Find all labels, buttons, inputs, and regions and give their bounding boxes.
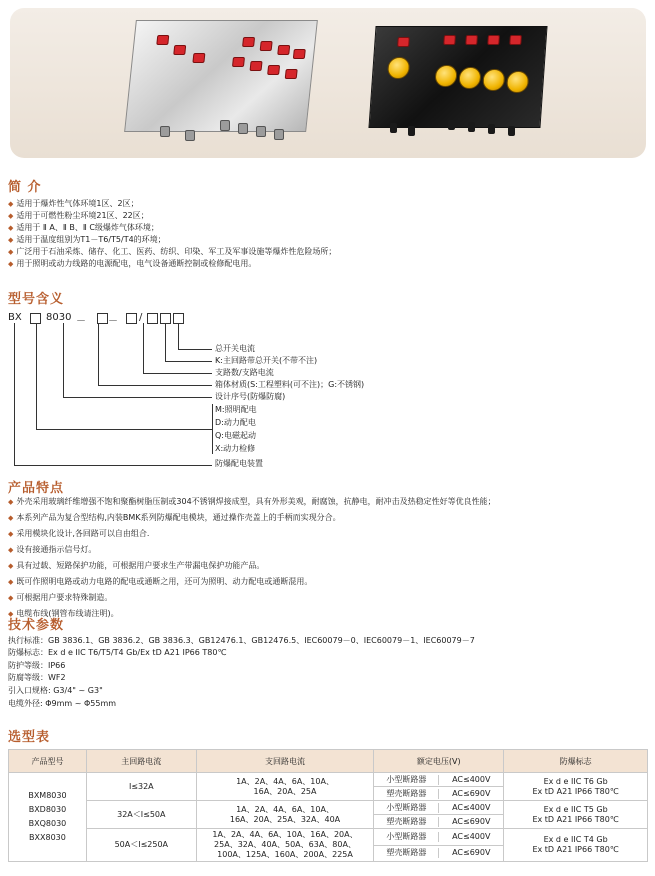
header-model: 产品型号	[9, 750, 87, 773]
model-label: 箱体材质(S:工程塑料(可不注)；G:不锈钢)	[215, 380, 365, 389]
voltage-cell: 小型断路器 AC≤400V	[374, 773, 504, 787]
model-label: 防爆配电装置	[215, 459, 263, 468]
intro-item: ◆ 广泛用于石油采炼、储存、化工、医药、纺织、印染、军工及军事设施等爆炸性危险场所；	[8, 247, 336, 257]
model-heading: 型号含义	[8, 292, 65, 307]
tech-item: 引入口规格: G3/4" ~ G3"	[8, 686, 103, 695]
model-label: Q:电磁起动	[215, 431, 256, 440]
steel-distribution-box	[124, 20, 318, 132]
branch-current: 1A、2A、4A、6A、10A、16A、20A、 25A、32A、40A、50A、63A、80A、 100A、125A、160A、200A、225A	[196, 829, 374, 862]
feature-item: ◆ 设有接通指示信号灯。	[8, 545, 96, 555]
voltage-cell: 塑壳断路器 AC≤690V	[374, 845, 504, 862]
intro-item: ◆ 适用于 Ⅱ A、Ⅱ B、Ⅱ C级爆炸气体环境；	[8, 223, 159, 233]
model-dash-2: －	[108, 316, 118, 327]
header-ex-mark: 防爆标志	[504, 750, 648, 773]
model-box-branches	[126, 313, 137, 324]
model-label: 总开关电流	[215, 344, 255, 353]
feature-item: ◆ 可根据用户要求特殊制造。	[8, 593, 112, 603]
model-label: 设计序号(防爆防腐)	[215, 392, 286, 401]
branch-current: 1A、2A、4A、6A、10A、 16A、20A、25A、32A、40A	[196, 801, 374, 829]
header-branch-current: 支回路电流	[196, 750, 374, 773]
model-label: D:动力配电	[215, 418, 256, 427]
feature-item: ◆ 本系列产品为复合型结构,内装BMK系列防爆配电模块，通过操作壳盖上的手柄而实现分合。	[8, 513, 341, 523]
model-box-switch-type	[147, 313, 158, 324]
intro-item: ◆ 适用于爆炸性气体环境1区、2区；	[8, 199, 139, 209]
tech-item: 防爆标志：Ex d e IIC T6/T5/T4 Gb/Ex tD A21 IP66 T80℃	[8, 648, 227, 657]
voltage-cell: 小型断路器 AC≤400V	[374, 829, 504, 846]
model-dash-1: －	[76, 316, 86, 327]
main-current: 32A＜I≤50A	[86, 801, 196, 829]
table-row	[9, 829, 648, 846]
selection-heading: 选型表	[8, 730, 51, 745]
header-rated-voltage-cell: 额定电压(V)	[374, 750, 504, 773]
main-current: 50A＜I≤250A	[86, 829, 196, 862]
model-slash: /	[139, 312, 143, 323]
tech-heading: 技术参数	[8, 618, 65, 633]
tech-item: 防护等级：IP66	[8, 661, 66, 670]
tech-item: 执行标准：GB 3836.1、GB 3836.2、GB 3836.3、GB12476.1、GB12476.5、IEC60079－0、IEC60079－1、IEC60079－7	[8, 636, 475, 645]
table-header-row	[9, 750, 648, 773]
intro-heading: 简 介	[8, 180, 42, 195]
selection-table	[8, 749, 648, 862]
intro-item: ◆ 适用于温度组别为T1－T6/T5/T4的环境；	[8, 235, 166, 245]
model-label: M:照明配电	[215, 405, 257, 414]
tech-item: 电缆外径: Φ9mm ~ Φ55mm	[8, 699, 117, 708]
model-label: X:动力检修	[215, 444, 256, 453]
product-photo-banner	[10, 8, 646, 158]
feature-item: ◆ 具有过载、短路保护功能，可根据用户要求生产带漏电保护功能产品。	[8, 561, 264, 571]
ex-mark: Ex d e IIC T6 Gb Ex tD A21 IP66 T80℃	[504, 773, 648, 801]
model-label: 支路数/支路电流	[215, 368, 274, 377]
model-label: K:主回路带总开关(不带不注)	[215, 356, 318, 365]
header-main-current: 主回路电流	[86, 750, 196, 773]
intro-item: ◆ 用于照明或动力线路的电源配电，电气设备通断控制或检修配电用。	[8, 259, 256, 269]
voltage-cell: 塑壳断路器 AC≤690V	[374, 787, 504, 801]
voltage-cell: 小型断路器 AC≤400V	[374, 801, 504, 815]
feature-item: ◆ 采用模块化设计,各回路可以自由组合.	[8, 529, 149, 539]
features-heading: 产品特点	[8, 481, 65, 496]
model-prefix: BX	[8, 312, 22, 323]
model-number: 8030	[46, 312, 72, 323]
table-row	[9, 773, 648, 787]
ex-mark: Ex d e IIC T4 Gb Ex tD A21 IP66 T80℃	[504, 829, 648, 862]
feature-item: ◆ 外壳采用玻璃纤维增强不饱和聚酯树脂压制或304不锈钢焊接成型，具有外形美观，耐腐蚀，抗静电，耐冲击及热稳定性好等优良性能；	[8, 497, 496, 507]
main-current: I≤32A	[86, 773, 196, 801]
feature-item: ◆ 电缆布线(钢管布线请注明)。	[8, 609, 119, 619]
intro-item: ◆ 适用于可燃性粉尘环境21区、22区；	[8, 211, 149, 221]
table-row	[9, 801, 648, 815]
voltage-cell: 塑壳断路器 AC≤690V	[374, 815, 504, 829]
branch-current: 1A、2A、4A、6A、10A、 16A、20A、25A	[196, 773, 374, 801]
tech-item: 防腐等级：WF2	[8, 673, 66, 682]
ex-mark: Ex d e IIC T5 Gb Ex tD A21 IP66 T80℃	[504, 801, 648, 829]
model-list: BXM8030 BXD8030 BXQ8030 BXX8030	[9, 773, 87, 862]
black-distribution-box	[368, 26, 547, 128]
feature-item: ◆ 既可作照明电路或动力电路的配电或通断之用，还可为照明、动力配电或通断混用。	[8, 577, 312, 587]
